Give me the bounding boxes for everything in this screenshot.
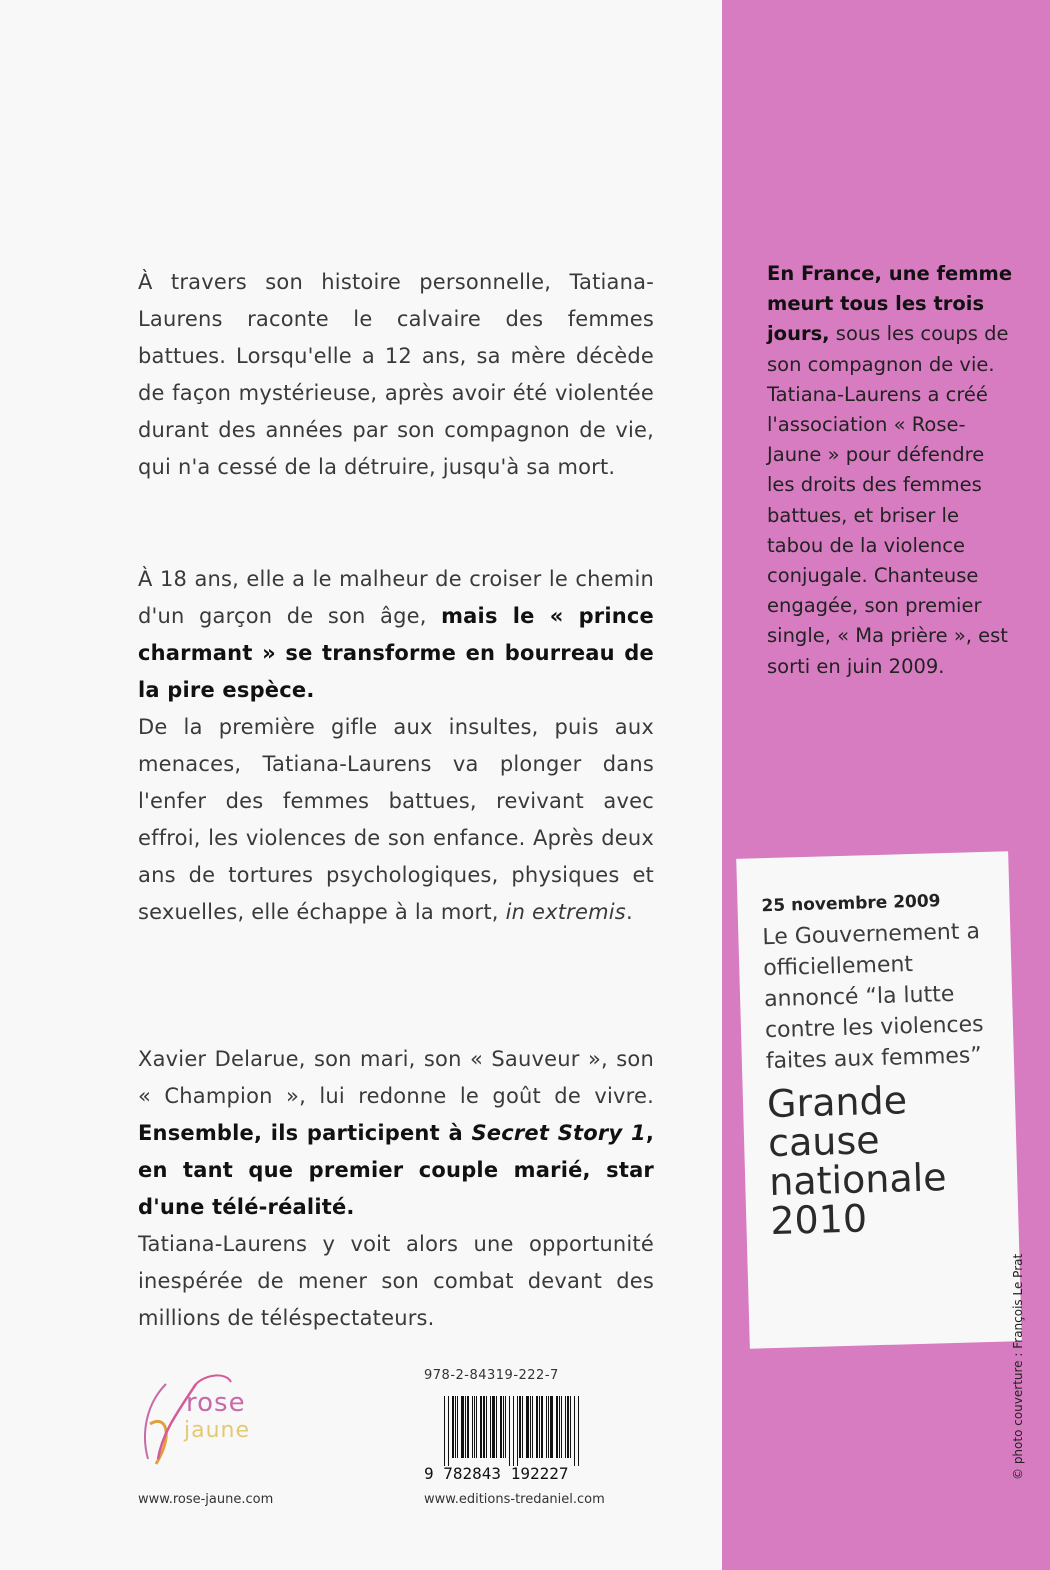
logo-jaune-text: jaune <box>184 1418 251 1443</box>
paragraph-3 <box>138 1041 654 1337</box>
barcode-bar <box>526 1396 529 1458</box>
barcode-bar <box>574 1396 575 1466</box>
barcode-bar <box>567 1396 569 1458</box>
p3-bold-italic: Secret Story 1 <box>471 1121 646 1145</box>
barcode-bar <box>505 1396 506 1458</box>
barcode-bar <box>457 1396 458 1458</box>
barcode-bar <box>483 1396 485 1458</box>
barcode-bar <box>539 1396 540 1458</box>
announcement-text: Le Gouvernement a officiellement annoncé “la lutte contre les violences faites aux femmes” <box>762 919 984 1075</box>
url-rose-jaune[interactable]: www.rose-jaune.com <box>138 1492 274 1507</box>
paragraph-2-cont <box>138 709 654 931</box>
barcode-bar <box>455 1396 456 1458</box>
barcode-bar <box>513 1396 514 1466</box>
p3-intro: Xavier Delarue, son mari, son « Sauveur », son « Champion », lui redonne le goût de vivre. <box>138 1047 654 1108</box>
barcode-bar <box>490 1396 491 1458</box>
barcode-bar <box>517 1396 518 1466</box>
barcode-bar <box>561 1396 562 1458</box>
announcement-cause: Grande cause nationale 2010 <box>766 1078 948 1244</box>
barcode-bar <box>570 1396 571 1458</box>
barcode-bar <box>541 1396 543 1458</box>
barcode-bar <box>472 1396 473 1458</box>
barcode-bar <box>474 1396 475 1458</box>
paragraph-1 <box>138 264 654 486</box>
paragraph-1-text: À travers son histoire personnelle, Tatiana-Laurens raconte le calvaire des femmes battues. Lorsqu'elle a 12 ans, sa mère décède de façon mystérieuse, après avoir été violentée durant des années par son compagnon de vie, qui n'a cessé de la détruire, jusqu'à sa mort. <box>138 270 654 479</box>
paragraph-3-cont: Tatiana-Laurens y voit alors une opportunité inespérée de mener son combat devant des millions de téléspectateurs. <box>138 1232 654 1330</box>
barcode <box>424 1396 620 1486</box>
barcode-bars <box>444 1396 618 1466</box>
barcode-bar <box>480 1396 482 1458</box>
barcode-bar <box>509 1396 510 1466</box>
barcode-bar <box>461 1396 464 1458</box>
announcement-box <box>736 851 1022 1348</box>
barcode-bar <box>556 1396 558 1458</box>
url-editions[interactable]: www.editions-tredaniel.com <box>424 1492 605 1507</box>
sidebar-body: sous les coups de son compagnon de vie. Tatiana-Laurens a créé l'association « Rose-Jaune » pour défendre les droits des femmes battues, et briser le tabou de la violence conjugale. Chanteuse engagée, son premier single, « Ma prière », est sorti en juin 2009. <box>767 322 1009 678</box>
barcode-bar <box>452 1396 454 1458</box>
paragraph-2 <box>138 561 654 931</box>
barcode-bar <box>550 1396 553 1458</box>
barcode-bar <box>444 1396 445 1466</box>
sidebar-bold: En France, une femme meurt tous les trois jours, <box>767 262 1013 346</box>
announcement-content <box>761 889 1016 1244</box>
p2-bold: mais le « prince charmant » se transforme en bourreau de la pire espèce. <box>138 604 654 702</box>
barcode-bar <box>530 1396 531 1458</box>
sidebar-text <box>767 259 1017 682</box>
isbn: 978-2-84319-222-7 <box>424 1368 559 1383</box>
barcode-bar <box>467 1396 469 1458</box>
barcode-bar <box>536 1396 538 1458</box>
barcode-bar <box>503 1396 504 1458</box>
p3-bold2: , en tant que premier couple marié, star d'une télé-réalité. <box>138 1121 654 1219</box>
barcode-bar <box>519 1396 521 1458</box>
p2-continuation: De la première gifle aux insultes, puis aux menaces, Tatiana-Laurens va plonger dans l'enfer des femmes battues, revivant avec effroi, les violences de son enfance. Après deux ans de tortures psychologiques, physiques et sexuelles, elle échappe à la mort, <box>138 715 654 924</box>
barcode-bar <box>476 1396 477 1458</box>
barcode-bar <box>548 1396 549 1458</box>
barcode-bar <box>532 1396 533 1458</box>
paragraph-3-text <box>138 1041 654 1226</box>
barcode-bar <box>578 1396 579 1466</box>
barcode-bar <box>496 1396 497 1458</box>
barcode-bar <box>492 1396 495 1458</box>
photo-credit: © photo couverture : François Le Prat <box>1011 1253 1025 1480</box>
paragraph-2-text <box>138 561 654 709</box>
barcode-bar <box>465 1396 466 1458</box>
barcode-bar <box>522 1396 523 1458</box>
p3-bold1: Ensemble, ils participent à <box>138 1121 472 1145</box>
announcement-date: 25 novembre 2009 <box>761 891 941 917</box>
barcode-digits: 9 782843 192227 <box>424 1464 569 1483</box>
barcode-bar <box>559 1396 560 1458</box>
p2-italic: in extremis <box>505 900 626 924</box>
barcode-bar <box>448 1396 449 1466</box>
rose-jaune-logo <box>136 1364 296 1474</box>
barcode-bar <box>565 1396 566 1458</box>
barcode-bar <box>486 1396 487 1458</box>
p2-intro: À 18 ans, elle a le malheur de croiser le chemin d'un garçon de son âge, <box>138 567 654 628</box>
p2-end: . <box>625 900 633 924</box>
logo-rose-text: rose <box>186 1388 246 1418</box>
barcode-bar <box>546 1396 547 1458</box>
barcode-bar <box>500 1396 502 1458</box>
